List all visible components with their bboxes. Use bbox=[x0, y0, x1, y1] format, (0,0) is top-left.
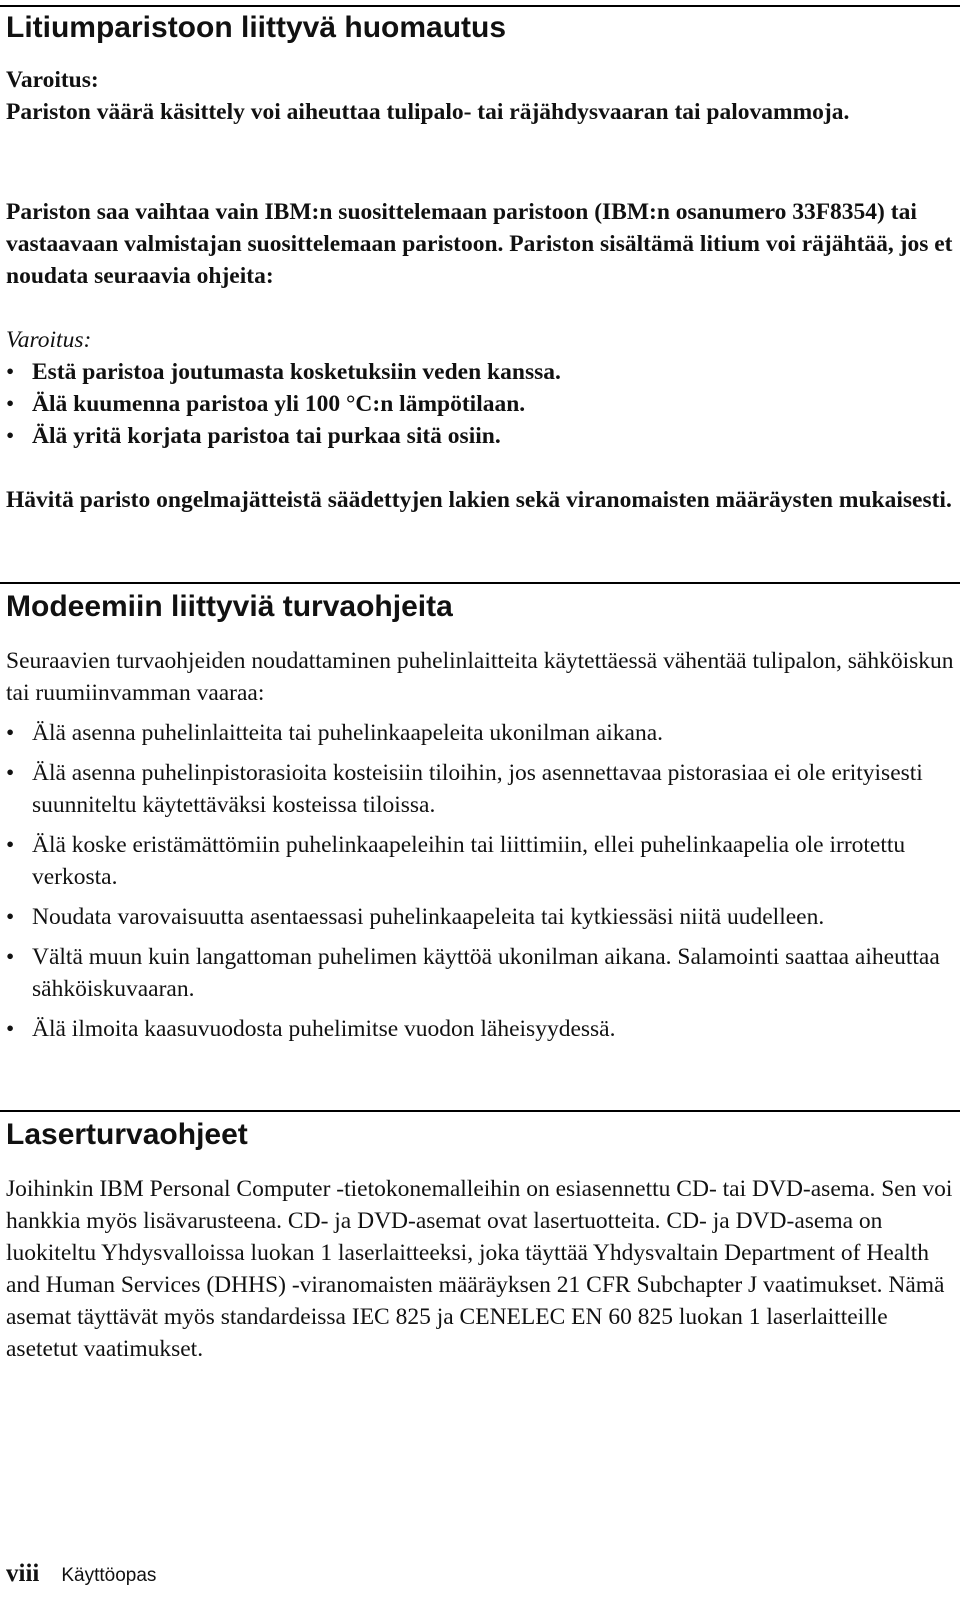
page-number: viii bbox=[6, 1560, 40, 1587]
battery-caution-block bbox=[6, 324, 956, 452]
modem-safety-list bbox=[6, 717, 956, 1045]
page-footer bbox=[6, 1560, 156, 1588]
book-title: Käyttöopas bbox=[61, 1565, 157, 1586]
section-divider bbox=[0, 1110, 960, 1112]
section-divider bbox=[0, 582, 960, 584]
battery-section-title: Litiumparistoon liittyvä huomautus bbox=[6, 11, 507, 44]
list-item: • Vältä muun kuin langattoman puhelimen käyttöä ukonilman aikana. Salamointi saattaa aiheuttaa sähköiskuvaaran. bbox=[6, 941, 956, 1005]
list-item: • Estä paristoa joutumasta kosketuksiin veden kanssa. bbox=[6, 356, 956, 388]
modem-section-title: Modeemiin liittyviä turvaohjeita bbox=[6, 590, 453, 623]
battery-replace-text: Pariston saa vaihtaa vain IBM:n suosittelemaan paristoon (IBM:n osanumero 33F8354) tai vastaavaan valmistajan suosittelemaan paristoon. Pariston sisältämä litium voi räjähtää, jos et noudata seuraavia ohjeita: bbox=[6, 199, 953, 289]
battery-warning-text: Pariston väärä käsittely voi aiheuttaa tulipalo- tai räjähdysvaaran tai palovammoja. bbox=[6, 99, 850, 125]
battery-replace-paragraph bbox=[6, 196, 956, 292]
list-item: • Älä koske eristämättömiin puhelinkaapeleihin tai liittimiin, ellei puhelinkaapelia ole irrotettu verkosta. bbox=[6, 829, 956, 893]
laser-section-body bbox=[6, 1173, 956, 1365]
list-item: • Älä asenna puhelinlaitteita tai puhelinkaapeleita ukonilman aikana. bbox=[6, 717, 956, 749]
list-item: • Älä kuumenna paristoa yli 100 °C:n lämpötilaan. bbox=[6, 388, 956, 420]
battery-disposal-text: Hävitä paristo ongelmajätteistä säädettyjen lakien sekä viranomaisten määräysten mukaisesti. bbox=[6, 487, 952, 513]
list-item: • Älä asenna puhelinpistorasioita kosteisiin tiloihin, jos asennettavaa pistorasiaa ei ole erityisesti suunniteltu käytettäväksi kosteissa tiloissa. bbox=[6, 757, 956, 821]
caution-label: Varoitus: bbox=[6, 327, 92, 353]
warning-label: Varoitus: bbox=[6, 67, 99, 93]
battery-caution-list bbox=[6, 356, 956, 452]
section-divider bbox=[0, 5, 960, 7]
modem-intro-text: Seuraavien turvaohjeiden noudattaminen puhelinlaitteita käytettäessä vähentää tulipalon, sähköiskun tai ruumiinvamman vaaraa: bbox=[6, 648, 954, 706]
list-item: • Älä ilmoita kaasuvuodosta puhelimitse vuodon läheisyydessä. bbox=[6, 1013, 956, 1045]
battery-warning-block bbox=[6, 64, 956, 128]
laser-text: Joihinkin IBM Personal Computer -tietokonemalleihin on esiasennettu CD- tai DVD-asema. Sen voi hankkia myös lisävarusteena. CD- ja DVD-asemat ovat lasertuotteita. CD- ja DVD-asema on luokiteltu Yhdysvalloissa luokan 1 laserlaitteeksi, joka täyttää Yhdysvaltain Department of Health and Human Services (DHHS) -viranomaisten määräyksen 21 CFR Subchapter J vaatimukset. Nämä asemat täyttävät myös standardeissa IEC 825 ja CENELEC EN 60 825 luokan 1 laserlaitteille asetetut vaatimukset. bbox=[6, 1176, 953, 1362]
list-item: • Älä yritä korjata paristoa tai purkaa sitä osiin. bbox=[6, 420, 956, 452]
laser-section-title: Laserturvaohjeet bbox=[6, 1118, 248, 1151]
battery-disposal-paragraph bbox=[6, 484, 956, 516]
list-item: • Noudata varovaisuutta asentaessasi puhelinkaapeleita tai kytkiessäsi niitä uudelleen. bbox=[6, 901, 956, 933]
modem-section-body bbox=[6, 645, 956, 1053]
